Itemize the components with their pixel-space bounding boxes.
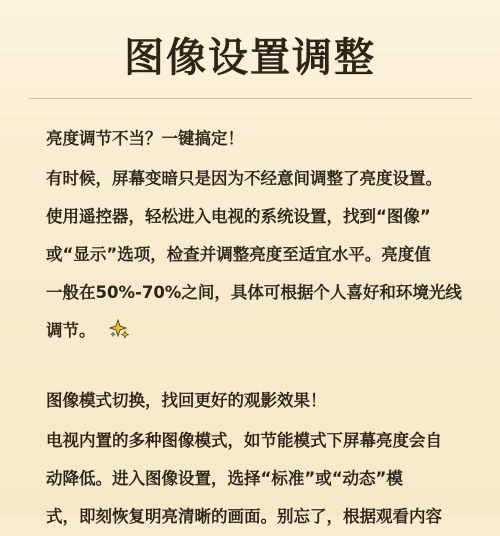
paragraph-line: 或“显示”选项，检查并调整亮度至适宜水平。亮度值: [46, 245, 431, 264]
sparkles-icon: [109, 315, 129, 335]
paragraph-line: 动降低。进入图像设置，选择“标准”或“动态”模: [46, 469, 403, 488]
section-picture-mode: [46, 384, 454, 536]
section-spacer: [28, 362, 472, 370]
paragraph-line: 式，即刻恢复明亮清晰的画面。别忘了，根据观看内容: [46, 507, 442, 526]
paragraph-line: 一般在50%-70%之间，具体可根据个人喜好和环境光线: [46, 283, 462, 302]
paragraph-text: 调节。: [46, 321, 96, 340]
section-heading: 图像模式切换，找回更好的观影效果！: [46, 391, 327, 410]
title-divider: [28, 98, 472, 99]
section-heading: 亮度调节不当？一键搞定！: [46, 129, 244, 148]
paragraph-line: 使用遥控器，轻松进入电视的系统设置，找到“图像”: [46, 207, 431, 226]
page-title: 图像设置调整: [124, 35, 376, 81]
paragraph-line: 电视内置的多种图像模式，如节能模式下屏幕亮度会自: [46, 431, 442, 450]
paragraph-line-last: [46, 312, 454, 350]
paragraph-line: 有时候，屏幕变暗只是因为不经意间调整了亮度设置。: [46, 169, 442, 188]
section-brightness: [46, 122, 462, 350]
